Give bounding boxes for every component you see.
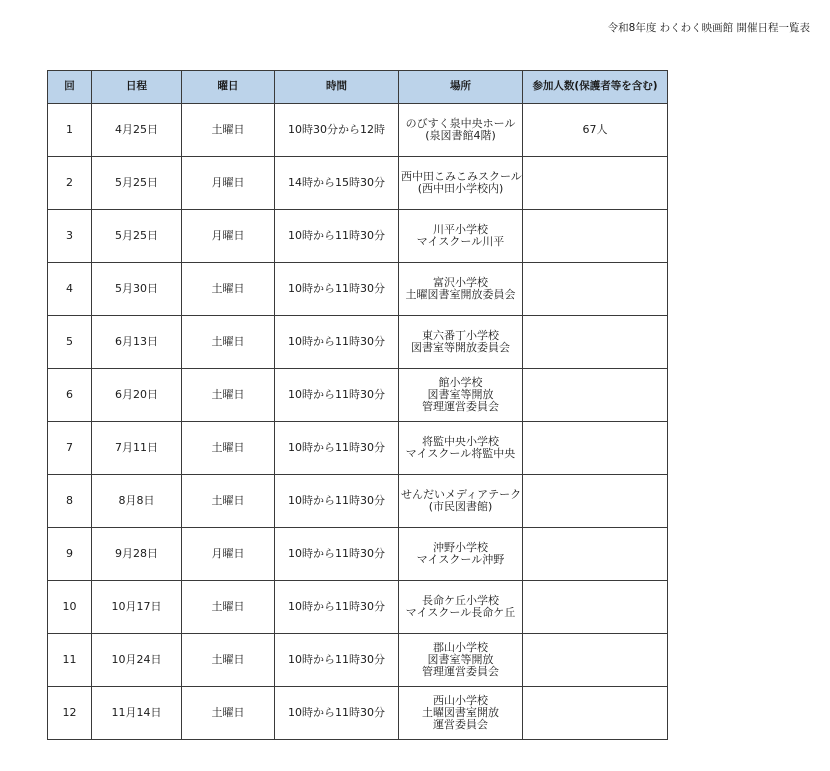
- venue-line: 館小学校: [438, 375, 483, 389]
- venue-line: 管理運営委員会: [422, 665, 499, 679]
- venue-line: 西山小学校: [433, 693, 488, 707]
- cell-attendance: [523, 528, 668, 581]
- venue-line: 将監中央小学校: [422, 434, 499, 448]
- cell-round: 2: [48, 157, 92, 210]
- cell-time: 10時から11時30分: [275, 369, 399, 422]
- cell-date: 10月24日: [92, 634, 182, 687]
- cell-attendance: [523, 634, 668, 687]
- venue-line: マイスクール沖野: [416, 553, 505, 566]
- venue-line: 運営委員会: [433, 718, 488, 732]
- venue-line: (市民図書館): [428, 500, 493, 513]
- cell-attendance: [523, 422, 668, 475]
- venue-line: (西中田小学校内): [417, 182, 504, 195]
- cell-venue: [399, 687, 523, 740]
- table-row: [48, 475, 668, 528]
- venue-line: (泉図書館4階): [425, 129, 496, 142]
- table-row: [48, 157, 668, 210]
- cell-round: 3: [48, 210, 92, 263]
- cell-date: 9月28日: [92, 528, 182, 581]
- venue-line: 図書室等開放: [427, 387, 494, 401]
- cell-attendance: [523, 687, 668, 740]
- cell-attendance: [523, 157, 668, 210]
- venue-line: 郡山小学校: [433, 640, 488, 654]
- cell-round: 7: [48, 422, 92, 475]
- venue-line: 川平小学校: [433, 222, 488, 236]
- venue-line: マイスクール将監中央: [405, 447, 516, 460]
- cell-time: 10時から11時30分: [275, 581, 399, 634]
- cell-time: 10時から11時30分: [275, 634, 399, 687]
- cell-weekday: 土曜日: [182, 104, 275, 157]
- cell-weekday: 月曜日: [182, 528, 275, 581]
- venue-line: せんだいメディアテーク: [401, 487, 522, 501]
- cell-attendance: [523, 581, 668, 634]
- header-cell-time: 時間: [275, 71, 399, 104]
- cell-venue: [399, 528, 523, 581]
- cell-attendance: 67人: [523, 104, 668, 157]
- cell-attendance: [523, 316, 668, 369]
- table-row: [48, 104, 668, 157]
- cell-round: 9: [48, 528, 92, 581]
- cell-venue: [399, 369, 523, 422]
- cell-time: 14時から15時30分: [275, 157, 399, 210]
- venue-line: 土曜図書室開放: [422, 705, 499, 719]
- cell-weekday: 土曜日: [182, 422, 275, 475]
- cell-weekday: 土曜日: [182, 634, 275, 687]
- cell-time: 10時から11時30分: [275, 263, 399, 316]
- table-body: [48, 104, 668, 740]
- cell-venue: [399, 263, 523, 316]
- venue-line: 土曜図書室開放委員会: [405, 288, 516, 301]
- venue-line: 西中田こみこみスクール: [401, 169, 522, 183]
- schedule-table: [47, 70, 668, 740]
- cell-venue: [399, 157, 523, 210]
- cell-date: 7月11日: [92, 422, 182, 475]
- table-header-row: [48, 71, 668, 104]
- cell-time: 10時から11時30分: [275, 475, 399, 528]
- cell-weekday: 月曜日: [182, 210, 275, 263]
- cell-date: 6月13日: [92, 316, 182, 369]
- table-row: [48, 369, 668, 422]
- cell-weekday: 月曜日: [182, 157, 275, 210]
- table-row: [48, 528, 668, 581]
- cell-venue: [399, 210, 523, 263]
- cell-time: 10時から11時30分: [275, 528, 399, 581]
- header-cell-attendance: 参加人数(保護者等を含む): [523, 71, 668, 104]
- document-title: 令和8年度 わくわく映画館 開催日程一覧表: [607, 22, 810, 34]
- header-cell-round: 回: [48, 71, 92, 104]
- venue-line: 長命ケ丘小学校: [422, 593, 499, 607]
- cell-venue: [399, 475, 523, 528]
- cell-weekday: 土曜日: [182, 475, 275, 528]
- cell-round: 10: [48, 581, 92, 634]
- cell-weekday: 土曜日: [182, 263, 275, 316]
- cell-date: 10月17日: [92, 581, 182, 634]
- venue-line: 沖野小学校: [433, 540, 488, 554]
- table-row: [48, 422, 668, 475]
- cell-round: 6: [48, 369, 92, 422]
- table-row: [48, 634, 668, 687]
- cell-venue: [399, 581, 523, 634]
- cell-date: 5月25日: [92, 157, 182, 210]
- cell-attendance: [523, 369, 668, 422]
- header-cell-venue: 場所: [399, 71, 523, 104]
- cell-venue: [399, 316, 523, 369]
- cell-date: 5月25日: [92, 210, 182, 263]
- cell-time: 10時から11時30分: [275, 687, 399, 740]
- cell-round: 4: [48, 263, 92, 316]
- venue-line: マイスクール川平: [416, 235, 505, 248]
- table-row: [48, 263, 668, 316]
- venue-line: のびすく泉中央ホール: [405, 116, 516, 130]
- cell-date: 11月14日: [92, 687, 182, 740]
- cell-round: 8: [48, 475, 92, 528]
- table-row: [48, 687, 668, 740]
- cell-venue: [399, 422, 523, 475]
- table-row: [48, 581, 668, 634]
- cell-attendance: [523, 263, 668, 316]
- header-cell-weekday: 曜日: [182, 71, 275, 104]
- venue-line: 富沢小学校: [433, 275, 488, 289]
- venue-line: 東六番丁小学校: [422, 328, 499, 342]
- venue-line: マイスクール長命ケ丘: [405, 606, 516, 619]
- cell-weekday: 土曜日: [182, 316, 275, 369]
- cell-round: 11: [48, 634, 92, 687]
- cell-time: 10時から11時30分: [275, 422, 399, 475]
- cell-attendance: [523, 475, 668, 528]
- table-row: [48, 316, 668, 369]
- cell-weekday: 土曜日: [182, 369, 275, 422]
- cell-round: 12: [48, 687, 92, 740]
- table-row: [48, 210, 668, 263]
- cell-venue: [399, 104, 523, 157]
- cell-date: 5月30日: [92, 263, 182, 316]
- cell-round: 1: [48, 104, 92, 157]
- venue-line: 図書室等開放委員会: [411, 341, 510, 354]
- header-cell-date: 日程: [92, 71, 182, 104]
- cell-date: 4月25日: [92, 104, 182, 157]
- cell-attendance: [523, 210, 668, 263]
- cell-time: 10時から11時30分: [275, 316, 399, 369]
- cell-date: 8月8日: [92, 475, 182, 528]
- venue-line: 図書室等開放: [427, 652, 494, 666]
- cell-date: 6月20日: [92, 369, 182, 422]
- cell-round: 5: [48, 316, 92, 369]
- cell-venue: [399, 634, 523, 687]
- cell-weekday: 土曜日: [182, 581, 275, 634]
- cell-time: 10時30分から12時: [275, 104, 399, 157]
- venue-line: 管理運営委員会: [422, 400, 499, 414]
- cell-weekday: 土曜日: [182, 687, 275, 740]
- cell-time: 10時から11時30分: [275, 210, 399, 263]
